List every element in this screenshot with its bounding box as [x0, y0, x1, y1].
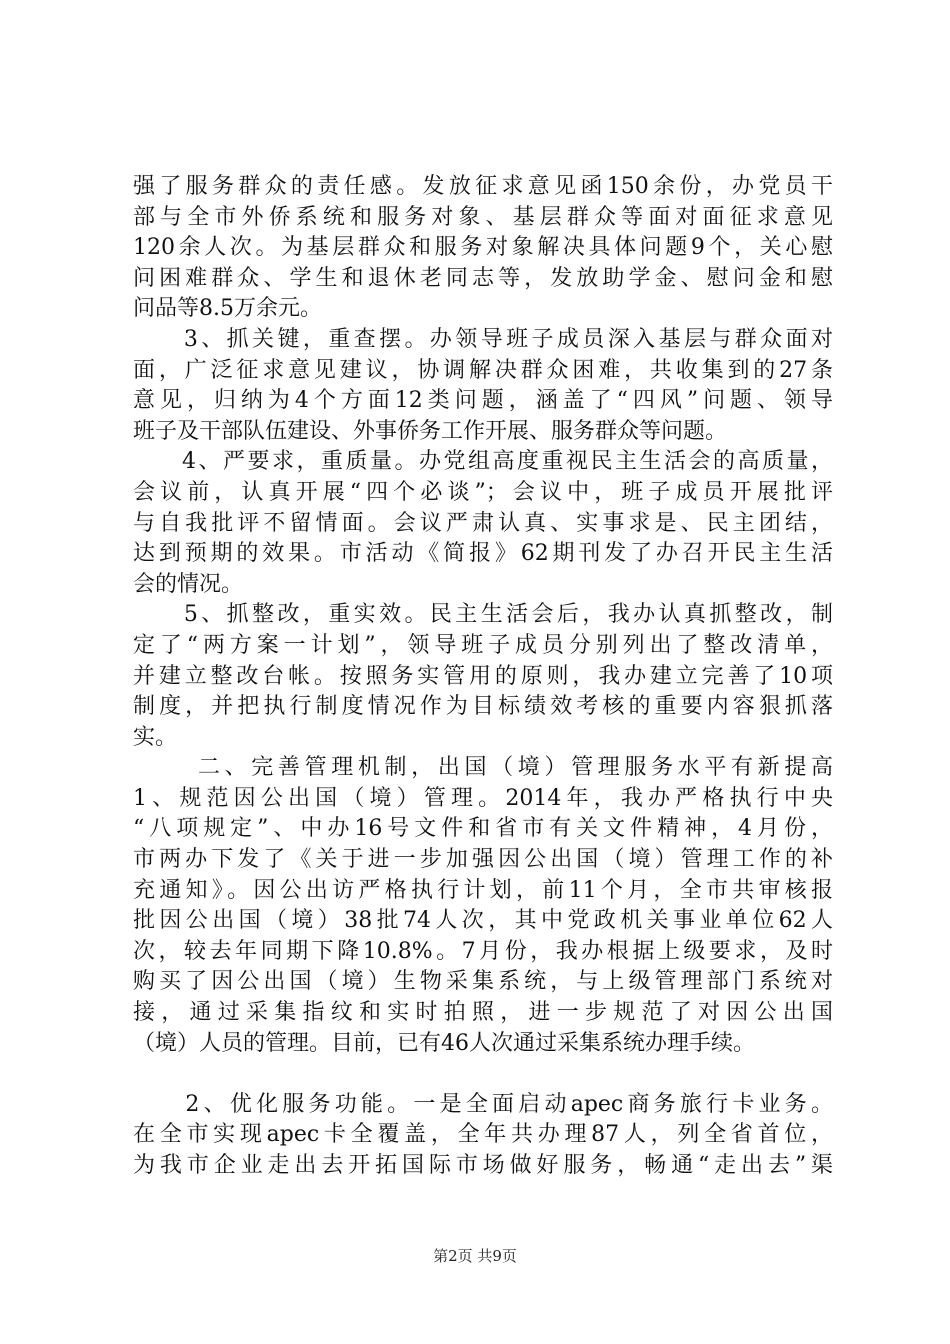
text-line: 5、抓整改，重实效。民主生活会后，我办认真抓整改，制: [133, 602, 833, 628]
text-line: 部与全市外侨系统和服务对象、基层群众等面对面征求意见: [133, 204, 833, 230]
text-line: 2、优化服务功能。一是全面启动apec商务旅行卡业务。: [133, 1091, 833, 1117]
text-line: 班子及干部队伍建设、外事侨务工作开展、服务群众等问题。: [133, 418, 728, 444]
text-line: 3、抓关键，重查摆。办领导班子成员深入基层与群众面对: [133, 326, 833, 352]
text-line: 与自我批评不留情面。会议严肃认真、实事求是、民主团结，: [133, 510, 833, 536]
text-line: 次，较去年同期下降10.8%。7月份，我办根据上级要求，及时: [133, 938, 833, 964]
text-line: 购买了因公出国（境）生物采集系统，与上级管理部门系统对: [133, 969, 833, 995]
text-line: 4、严要求，重质量。办党组高度重视民主生活会的高质量，: [133, 449, 833, 475]
body-text: [133, 172, 833, 1182]
text-line: “八项规定”、中办16号文件和省市有关文件精神，4月份，: [133, 816, 833, 842]
text-line: 会的情况。: [133, 571, 244, 597]
text-line: 意见，归纳为4个方面12类问题，涵盖了“四风”问题、领导: [133, 388, 833, 414]
text-line: 达到预期的效果。市活动《简报》62期刊发了办召开民主生活: [133, 541, 833, 567]
text-line: 接，通过采集指纹和实时拍照，进一步规范了对因公出国: [133, 1000, 833, 1026]
text-line: 在全市实现apec卡全覆盖，全年共办理87人，列全省首位，: [133, 1122, 833, 1148]
text-line: 制度，并把执行制度情况作为目标绩效考核的重要内容狠抓落: [133, 694, 833, 720]
text-line: 批因公出国（境）38批74人次，其中党政机关事业单位62人: [133, 908, 833, 934]
text-line: 120余人次。为基层群众和服务对象解决具体问题9个，关心慰: [133, 235, 833, 261]
text-line: 并建立整改台帐。按照务实管用的原则，我办建立完善了10项: [133, 663, 833, 689]
blank-line: [133, 1059, 833, 1090]
text-line: 面，广泛征求意见建议，协调解决群众困难，共收集到的27条: [133, 357, 833, 383]
text-line: 定了“两方案一计划”，领导班子成员分别列出了整改清单，: [133, 632, 833, 658]
page-footer: 第2页 共9页: [433, 1247, 517, 1265]
text-line: 为我市企业走出去开拓国际市场做好服务，畅通“走出去”渠: [133, 1153, 833, 1178]
text-line: 二、完善管理机制，出国（境）管理服务水平有新提高: [133, 755, 833, 781]
text-line: 市两办下发了《关于进一步加强因公出国（境）管理工作的补: [133, 847, 833, 873]
text-line: 充通知》。因公出访严格执行计划，前11个月，全市共审核报: [133, 877, 833, 903]
text-line: 问品等8.5万余元。: [133, 296, 322, 322]
text-line: （境）人员的管理。目前，已有46人次通过采集系统办理手续。: [133, 1030, 755, 1056]
text-line: 实。: [133, 724, 178, 750]
text-line: 会议前，认真开展“四个必谈”；会议中，班子成员开展批评: [133, 479, 833, 505]
text-line: 1、规范因公出国（境）管理。2014年，我办严格执行中央: [133, 785, 833, 811]
text-line: 问困难群众、学生和退休老同志等，发放助学金、慰问金和慰: [133, 265, 833, 291]
text-line: 强了服务群众的责任感。发放征求意见函150余份，办党员干: [133, 174, 833, 199]
